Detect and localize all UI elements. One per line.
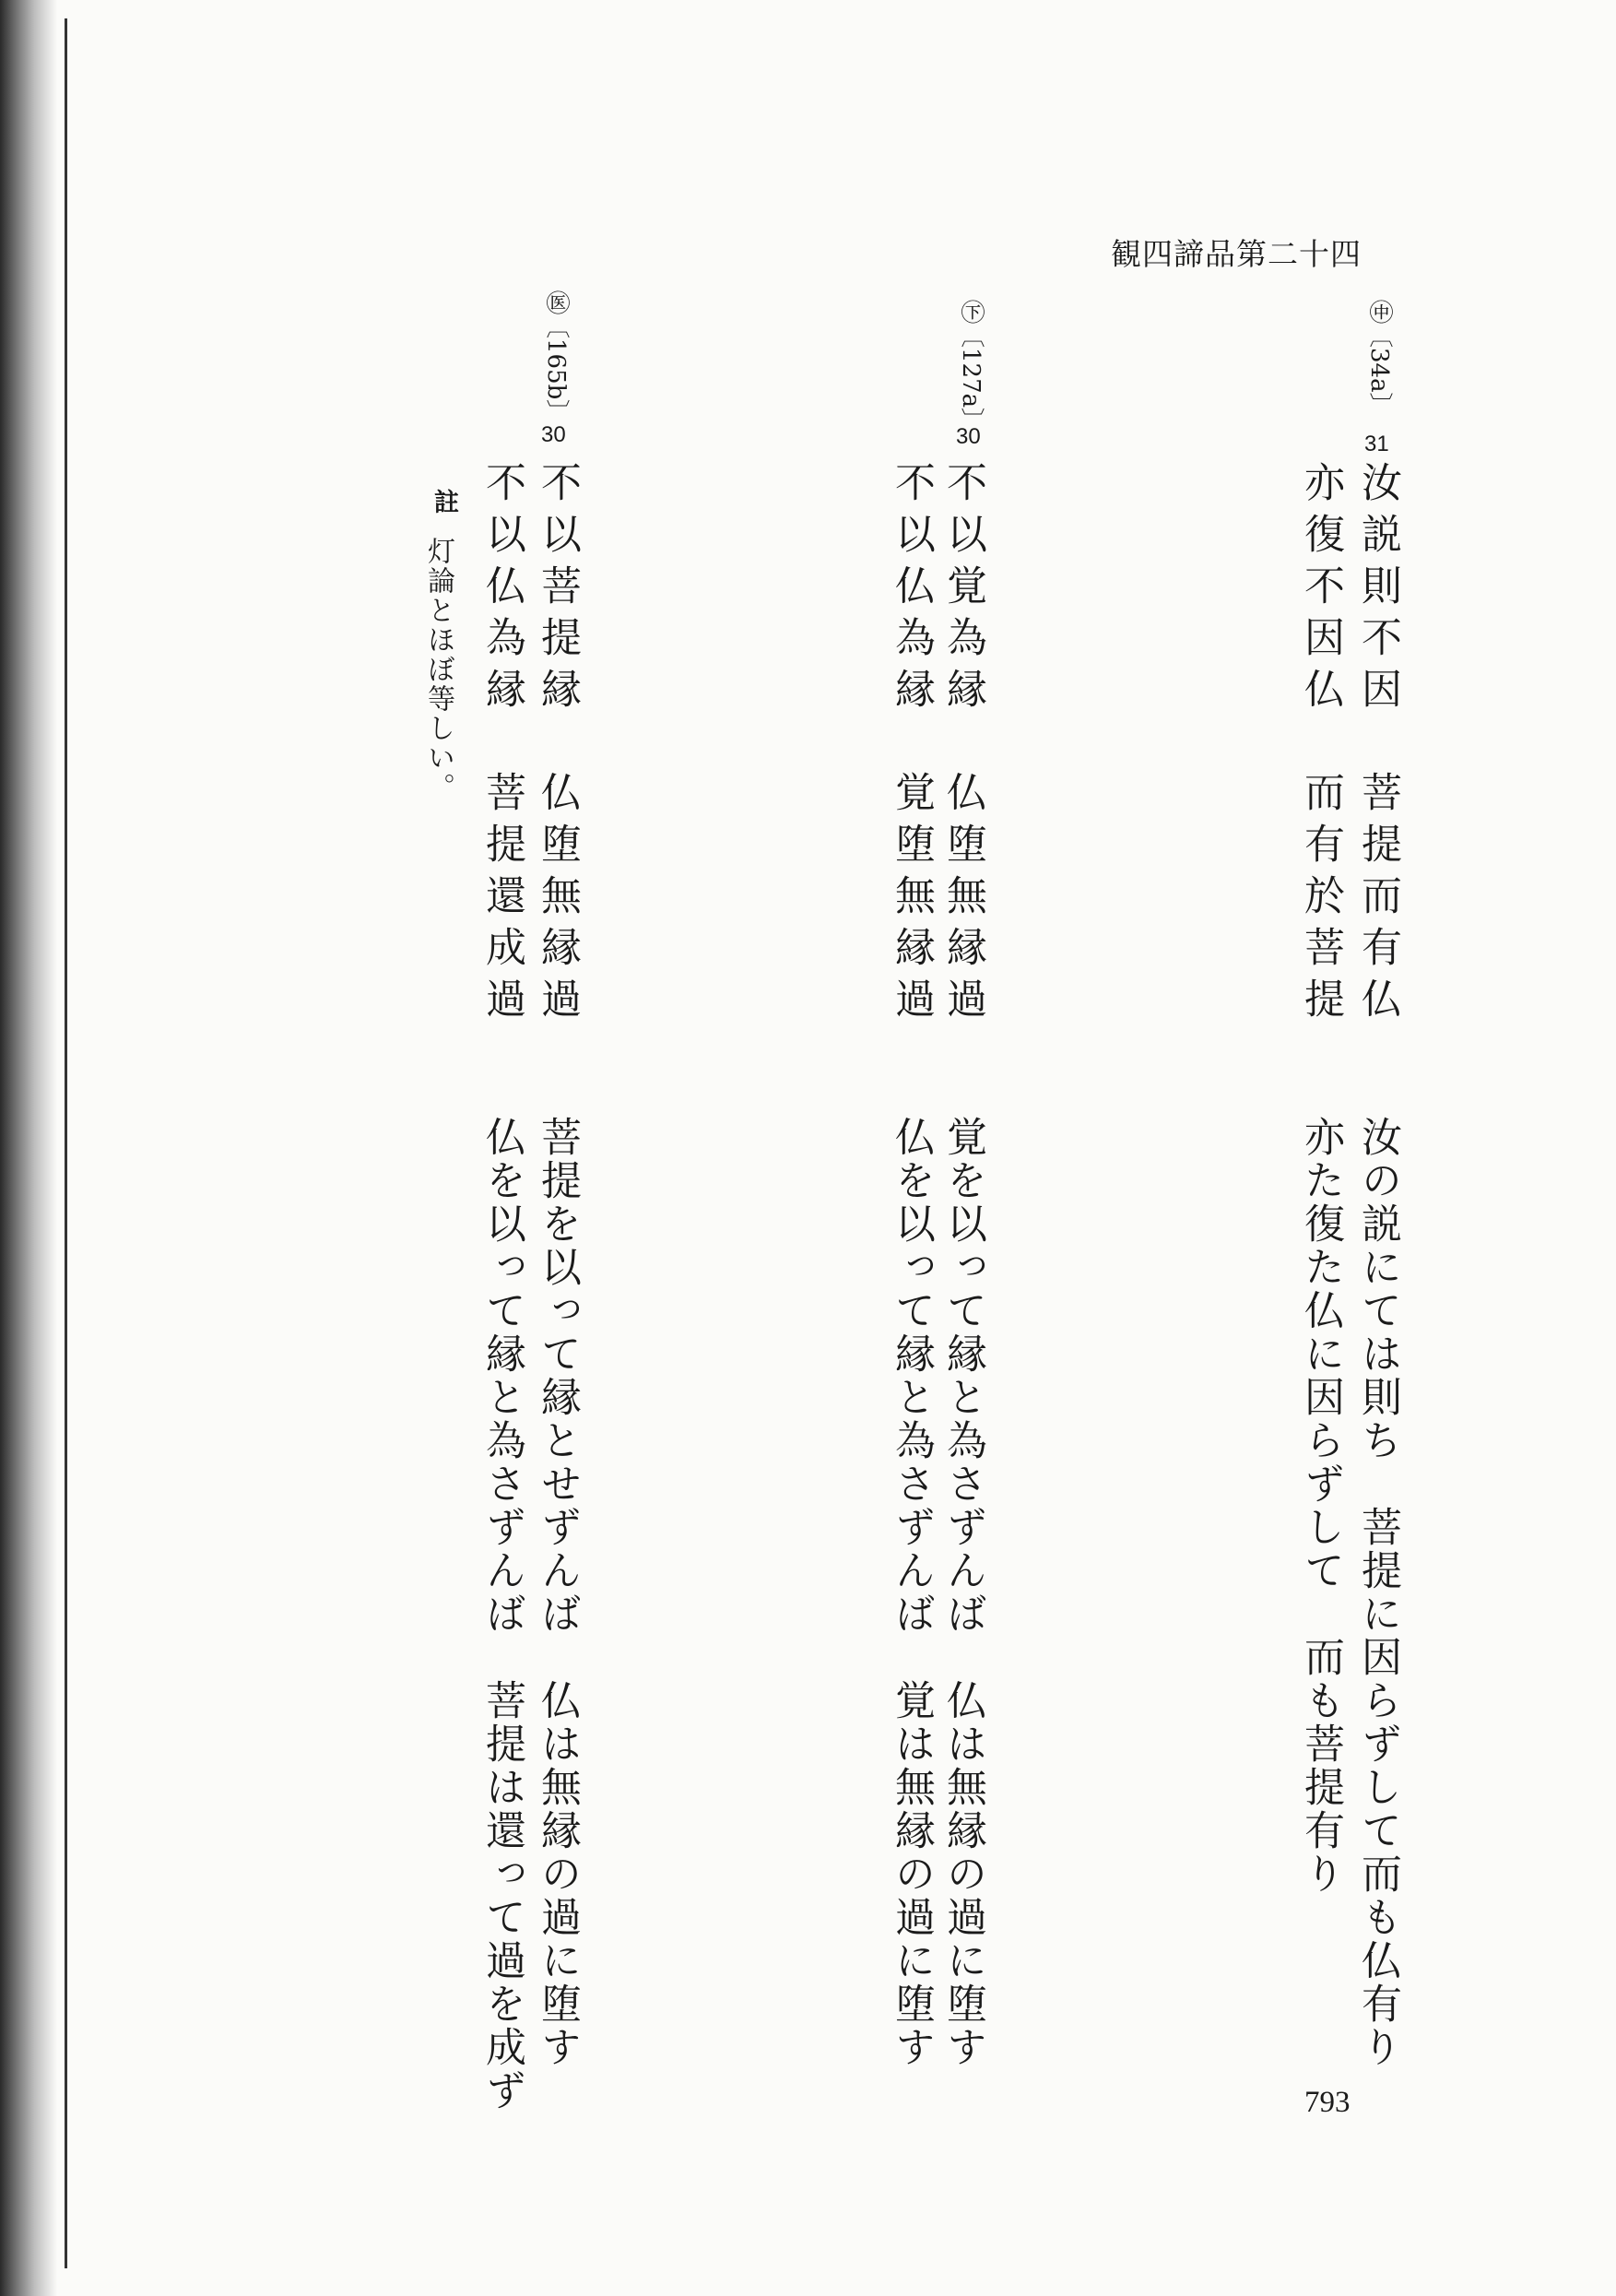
note-text: 灯論とほぼ等しい。	[422, 537, 454, 802]
scan-binding-shadow	[0, 0, 57, 2296]
verse2-line-number: 30	[956, 424, 981, 449]
verse2-chinese-line1: 不以覚為縁 仏堕無縁過	[939, 461, 986, 1029]
page-number: 793	[1304, 2086, 1351, 2119]
verse1-line-number: 31	[1364, 432, 1389, 456]
verse3-japanese-line2: 仏を以って縁と為さずんば 菩提は還って過を成ず	[478, 1116, 525, 2113]
scan-binding-line	[65, 18, 67, 2268]
verse1-japanese-line2: 亦た復た仏に因らずして 而も菩提有り	[1297, 1116, 1344, 1896]
verse3-chinese-line1: 不以菩提縁 仏堕無縁過	[534, 461, 581, 1029]
verse2-chinese-line2: 不以仏為縁 覚堕無縁過	[888, 461, 935, 1029]
verse3-chinese-line2: 不以仏為縁 菩提還成過	[478, 461, 525, 1029]
verse2-japanese-line2: 仏を以って縁と為さずんば 覚は無縁の過に堕す	[888, 1116, 935, 2069]
verse1-chinese-line2: 亦復不因仏 而有於菩提	[1297, 461, 1344, 1029]
verse2-ref: ㊦〔127a〕	[957, 300, 985, 432]
verse1-ref: ㊥〔34a〕	[1365, 300, 1393, 417]
verse2-japanese-line1: 覚を以って縁と為さずんば 仏は無縁の過に堕す	[939, 1116, 986, 2069]
verse3-ref: ㊩〔165b〕	[542, 290, 570, 424]
verse3-japanese-line1: 菩提を以って縁とせずんば 仏は無縁の過に堕す	[534, 1116, 581, 2069]
page-title: 観四諦品第二十四	[1111, 236, 1362, 272]
verse3-line-number: 30	[541, 422, 566, 447]
note-label: 註	[430, 489, 458, 514]
verse1-chinese-line1: 汝説則不因 菩提而有仏	[1354, 461, 1401, 1029]
verse1-japanese-line1: 汝の説にては則ち 菩提に因らずして而も仏有り	[1354, 1116, 1401, 2069]
